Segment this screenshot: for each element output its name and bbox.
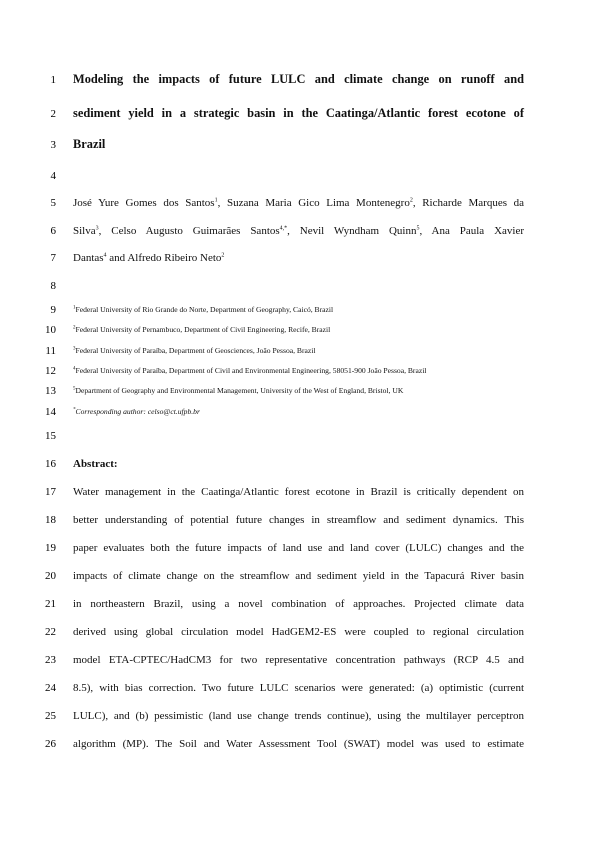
line-number: 17 <box>45 486 56 498</box>
line-number: 25 <box>45 710 56 722</box>
line-number: 22 <box>45 626 56 638</box>
line-number: 23 <box>45 654 56 666</box>
line-number: 8 <box>50 280 56 292</box>
paper-title-line: Modeling the impacts of future LULC and climate change on runoff and <box>73 72 524 86</box>
author-name: Dantas <box>73 252 104 264</box>
corresponding-author <box>73 406 524 418</box>
line-number: 12 <box>45 365 56 377</box>
affiliation-text: Federal University of Paraíba, Department of Civil and Environmental Engineering, 58051-900 João Pessoa, Brazil <box>75 366 427 375</box>
line-number: 19 <box>45 542 56 554</box>
abstract-heading: Abstract: <box>73 458 118 470</box>
affiliation-mark: 1 <box>73 305 76 311</box>
affiliation-text: Federal University of Rio Grande do Norte, Department of Geography, Caicó, Brazil <box>75 305 334 314</box>
author-affiliation-mark: 3 <box>95 225 99 232</box>
affiliation <box>73 345 524 357</box>
abstract-line: impacts of climate change on the streamflow and sediment yield in the Tapacurá River basin <box>73 570 524 582</box>
author-affiliation-mark: 4 <box>103 252 107 259</box>
affiliation-mark: 2 <box>73 325 76 331</box>
abstract-line: LULC), and (b) pessimistic (land use change trends continue), using the multilayer perceptron <box>73 710 524 722</box>
line-number: 15 <box>45 430 56 442</box>
author-affiliation-mark: 1 <box>214 197 218 204</box>
abstract-line: derived using global circulation model HadGEM2-ES were coupled to regional circulation <box>73 626 524 638</box>
line-number: 13 <box>45 385 56 397</box>
affiliation-text: Federal University of Pernambuco, Department of Civil Engineering, Recife, Brazil <box>75 325 331 334</box>
affiliation-mark: 5 <box>73 386 76 392</box>
line-number: 11 <box>45 345 56 357</box>
affiliation-mark: 3 <box>73 346 76 352</box>
line-number: 3 <box>50 139 56 151</box>
line-number: 24 <box>45 682 56 694</box>
paper-title-line: Brazil <box>73 137 106 151</box>
corresponding-mark: * <box>73 407 76 413</box>
author-affiliation-mark: 2 <box>409 197 413 204</box>
line-number: 14 <box>45 406 56 418</box>
line-number: 9 <box>50 304 56 316</box>
affiliation <box>73 324 524 336</box>
abstract-line: algorithm (MP). The Soil and Water Assessment Tool (SWAT) model was used to estimate <box>73 738 524 750</box>
paper-title-line: sediment yield in a strategic basin in the Caatinga/Atlantic forest ecotone of <box>73 106 524 120</box>
line-number: 1 <box>50 74 56 86</box>
author-affiliation-mark: 2 <box>221 252 225 259</box>
line-number: 2 <box>50 108 56 120</box>
affiliation <box>73 385 524 397</box>
abstract-line: 8.5), with bias correction. Two future LULC scenarios were generated: (a) optimistic (current <box>73 682 524 694</box>
abstract-line: model ETA-CPTEC/HadCM3 for two representative concentration pathways (RCP 4.5 and <box>73 654 524 666</box>
author-line <box>73 196 524 210</box>
line-number: 5 <box>50 197 56 209</box>
line-number: 21 <box>45 598 56 610</box>
author-name: José Yure Gomes dos Santos <box>73 197 215 209</box>
author-name: , Nevil Wyndham Quinn <box>287 225 417 237</box>
author-name: , Suzana Maria Gico Lima Montenegro <box>217 197 410 209</box>
affiliation-text: Department of Geography and Environmental Management, University of the West of England, Bristol, UK <box>75 386 404 395</box>
author-line <box>73 224 524 238</box>
author-affiliation-mark: 4,* <box>279 225 288 232</box>
affiliation-text: Federal University of Paraíba, Department of Geosciences, João Pessoa, Brazil <box>75 346 316 355</box>
affiliation-mark: 4 <box>73 366 76 372</box>
author-name: , Celso Augusto Guimarães Santos <box>98 225 280 237</box>
abstract-line: better understanding of potential future changes in streamflow and sediment dynamics. This <box>73 514 524 526</box>
abstract-line: Water management in the Caatinga/Atlantic forest ecotone in Brazil is critically dependent on <box>73 486 524 498</box>
author-line <box>73 251 524 265</box>
author-name: Silva <box>73 225 96 237</box>
affiliation <box>73 304 524 316</box>
author-name: , Richarde Marques da <box>412 197 525 209</box>
author-affiliation-mark: 5 <box>416 225 420 232</box>
line-number: 20 <box>45 570 56 582</box>
abstract-line: in northeastern Brazil, using a novel combination of approaches. Projected climate data <box>73 598 524 610</box>
affiliation <box>73 365 524 377</box>
line-number: 6 <box>50 225 56 237</box>
line-number: 18 <box>45 514 56 526</box>
line-number: 10 <box>45 324 56 336</box>
author-name: , Ana Paula Xavier <box>419 225 524 237</box>
line-number: 7 <box>50 252 56 264</box>
line-number: 4 <box>50 170 56 182</box>
line-number: 16 <box>45 458 56 470</box>
corresponding-author-text: Corresponding author: celso@ct.ufpb.br <box>75 407 200 416</box>
abstract-line: paper evaluates both the future impacts of land use and land cover (LULC) changes and the <box>73 542 524 554</box>
author-name: and Alfredo Ribeiro Neto <box>106 252 222 264</box>
line-number: 26 <box>45 738 56 750</box>
